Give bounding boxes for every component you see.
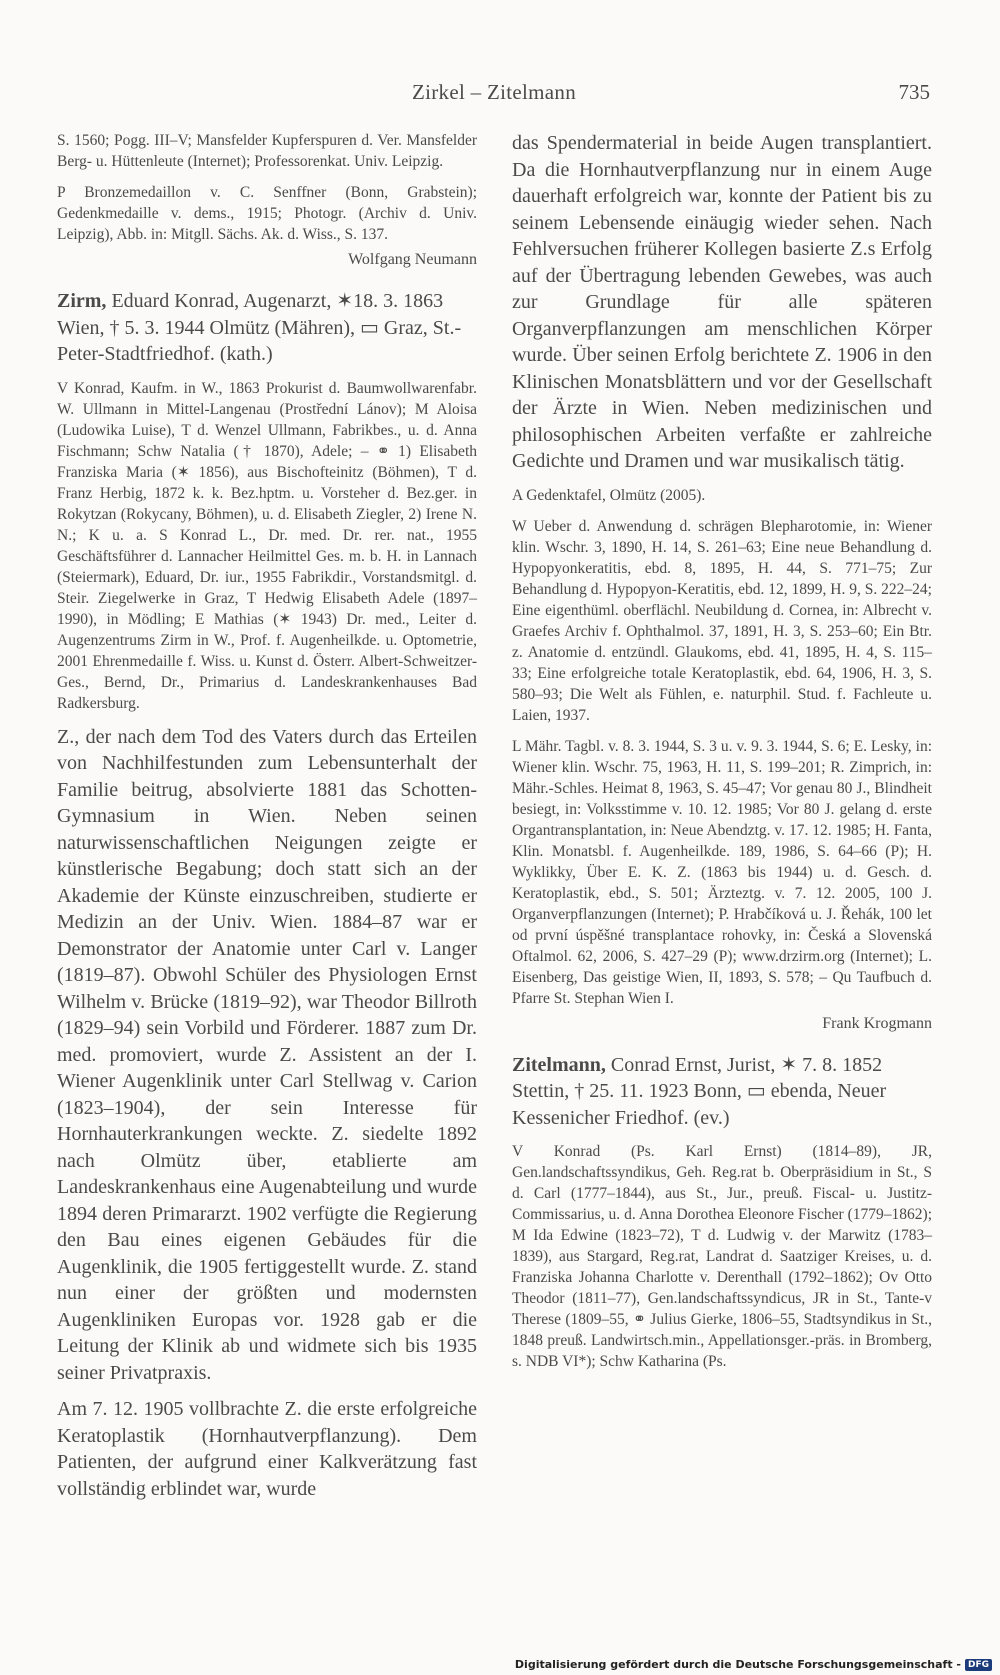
footer-text: Digitalisierung gefördert durch die Deutsche Forschungsgemeinschaft -: [514, 1658, 961, 1671]
zitelmann-family: V Konrad (Ps. Karl Ernst) (1814–89), JR, Gen.landschaftssyndikus, Geh. Reg.rat b. Oberpräsidium in St., S d. Carl (1777–1844), aus St., Jur., preuß. Fiscal- u. Justitz-Commissarius, u. d. Anna Dorothea Eleonore Fischer (1779–1862); M Ida Edwine (1823–72), T d. Ludwig v. der Marwitz (1783–1839), aus Stargard, Reg.rat, Landrat d. Saatziger Kreises, u. d. Franziska Johanna Charlotte v. Derenthall (1792–1862); Ov Otto Theodor (1811–77), Gen.landschaftssyndicus, JR in St., Tante-v Therese (1809–55, ⚭ Julius Gierke, 1806–55, Stadtsyndikus in St., 1848 preuß. Landwirtsch.min., Appellationsger.-präs. in Bromberg, s. NDB VI*); Schw Katharina (Ps.: [512, 1143, 932, 1370]
zitelmann-name: Zitelmann,: [512, 1053, 606, 1076]
zitelmann-headword: [512, 1052, 932, 1132]
running-head: Zirkel – Zitelmann: [411, 80, 577, 104]
zirm-head-details: Eduard Konrad, Augenarzt, ✶18. 3. 1863 Wien, † 5. 3. 1944 Olmütz (Mähren), ▭ Graz, St.-Peter-Stadtfriedhof. (kath.): [57, 290, 462, 365]
zirm-works: W Ueber d. Anwendung d. schrägen Blepharotomie, in: Wiener klin. Wschr. 3, 1890, H. 14, S. 261–63; Eine neue Behandlung d. Hypopyonkeratitis, ebd. 8, 1895, H. 44, S. 771–75; Zur Behandlung d. Hypopyon-Keratitis, ebd. 12, 1899, H. 9, S. 222–24; Eine eigenthüml. oberflächl. Neubildung d. Cornea, in: Albrecht v. Graefes Archiv f. Ophthalmol. 37, 1891, H. 3, S. 253–60; Ein Btr. z. Anatomie d. entzündl. Glaukoms, ebd. 41, 1895, H. 4, S. 115–33; Eine erfolgreiche totale Keratoplastik, ebd. 64, 1906, H. 3, S. 580–93; Die Welt als Fühlen, e. naturphil. Stud. f. Fachleute u. Laien, 1937.: [512, 517, 932, 724]
zitelmann-head-details: Conrad Ernst, Jurist, ✶ 7. 8. 1852 Stettin, † 25. 11. 1923 Bonn, ▭ ebenda, Neuer Kessenicher Friedhof. (ev.): [512, 1053, 887, 1129]
page-header: [58, 80, 930, 108]
zirm-family: V Konrad, Kaufm. in W., 1863 Prokurist d. Baumwollwarenfabr. W. Ullmann in Mittel-Langenau (Prostřední Lánov); M Aloisa (Ludowika Luise), T d. Wenzel Ullmann, Fabrikbes., u. d. Anna Fischmann; Schw Natalia († 1870), Adele; – ⚭ 1) Elisabeth Franziska Maria (✶ 1856), aus Bischofteinitz (Böhmen), T d. Franz Herbig, 1872 k. k. Bez.hptm. u. Vorsteher d. Bez.ger. in Rokytzan (Rokycany, Böhmen), u. d. Elisabeth Ziegler, 2) Irene N. N.; K u. a. S Konrad L., Dr. med. Dr. rer. nat., 1955 Geschäftsführer d. Lannacher Heilmittel Ges. m. b. H. in Lannach (Steiermark), Eduard, Dr. iur., 1955 Fabrikdir., Vorstandsmitgl. d. Steir. Ziegelwerke in Graz, T Hedwig Elisabeth Adele (1897–1990), in Mödling; E Mathias (✶ 1943) Dr. med., Leiter d. Augenzentrums Zirm in W., Prof. f. Augenheilkde. u. Optometrie, 2001 Ehrenmedaille f. Wiss. u. Kunst d. Österr. Albert-Schweitzer-Ges., Bernd, Dr., Primarius d. Landeskrankenhauses Bad Radkersburg.: [57, 379, 477, 712]
author-signature: Wolfgang Neumann: [348, 251, 477, 268]
left-column: [57, 130, 477, 1502]
dfg-logo-icon: DFG: [965, 1659, 992, 1671]
page-number: 735: [898, 80, 930, 104]
zirm-headword: [57, 288, 477, 368]
zirm-name: Zirm,: [57, 290, 107, 312]
zirm-biography-1: Z., der nach dem Tod des Vaters durch das Erteilen von Nachhilfestunden zum Lebensunterhalt der Familie beitrug, absolvierte 1881 das Schotten-Gymnasium in Wien. Neben seinen naturwissenschaftlichen Neigungen zeigte er künstlerische Begabung; doch statt sich an der Akademie der Künste einzuschreiben, studierte er Medizin an der Univ. Wien. 1884–87 war er Demonstrator der Anatomie unter Carl v. Langer (1819–87). Obwohl Schüler des Physiologen Ernst Wilhelm v. Brücke (1819–92), war Theodor Billroth (1829–94) sein Vorbild und Förderer. 1887 zum Dr. med. promoviert, wurde Z. Assistent an der I. Wiener Augenklinik unter Carl Stellwag v. Carion (1823–1904), der sein Interesse für Hornhauterkrankungen weckte. Z. siedelte 1892 nach Olmütz über, etablierte am Landeskrankenhaus eine Augenabteilung und wurde 1894 deren Primararzt. 1902 verfügte die Regierung den Bau eines eigenen Gebäudes für die Augenklinik, die 1905 fertiggestellt wurde. Z. stand nun einer der größten und modernsten Augenkliniken Europas vor. 1928 gab er die Leitung der Klinik ab und widmete sich bis 1935 seiner Privatpraxis.: [57, 725, 477, 1384]
right-column: [512, 130, 932, 1372]
zirm-monument: A Gedenktafel, Olmütz (2005).: [512, 486, 706, 504]
digitization-footer: [515, 1658, 992, 1671]
zirkel-portraits: P Bronzemedaillon v. C. Senffner (Bonn, Grabstein); Gedenkmedaille v. dems., 1915; Photogr. (Archiv d. Univ. Leipzig), Abb. in: Mitgll. Sächs. Ak. d. Wiss., S. 137.: [57, 184, 477, 243]
zirkel-references: S. 1560; Pogg. III–V; Mansfelder Kupferspuren d. Ver. Mansfelder Berg- u. Hüttenleute (Internet); Professorenkat. Univ. Leipzig.: [57, 132, 477, 170]
zirm-literature: L Mähr. Tagbl. v. 8. 3. 1944, S. 3 u. v. 9. 3. 1944, S. 6; E. Lesky, in: Wiener klin. Wschr. 75, 1963, H. 11, S. 199–201; R. Zimprich, in: Mähr.-Schles. Heimat 8, 1963, S. 45–47; Vor genau 80 J., Blindheit besiegt, in: Volksstimme v. 10. 12. 1985; Vor 80 J. gelang d. erste Organtransplantation, in: Neue Abendztg. v. 17. 12. 1985; H. Fanta, Klin. Monatsbl. f. Augenheilkde. 189, 1986, S. 64–66 (P); H. Wyklikky, Über E. K. Z. (1863 bis 1944) u. d. Gesch. d. Keratoplastik, ebd., S. 501; Ärzteztg. v. 7. 12. 2005, 100 J. Organverpflanzungen (Internet); P. Hrabčíková u. J. Řehák, 100 let od první úspěšné transplantace rohovky, in: Česká a Slovenská Oftalmol. 62, 2006, S. 427–29 (P); www.drzirm.org (Internet); L. Eisenberg, Das geistige Wien, II, 1893, S. 578; – Qu Taufbuch d. Pfarre St. Stephan Wien I.: [512, 737, 932, 1007]
zirm-biography-3: das Spendermaterial in beide Augen transplantiert. Da die Hornhautverpflanzung nur in einem Auge dauerhaft erfolgreich war, konnte der Patient bis zu seinem Lebensende einäugig wieder sehen. Nach Fehlversuchen früherer Kollegen basierte Z.s Erfolg auf der Übertragung lebenden Gewebes, was auch zur Grundlage für alle späteren Organverpflanzungen am menschlichen Körper wurde. Über seinen Erfolg berichtete Z. 1906 in den Klinischen Monatsblättern und vor der Gesellschaft der Ärzte in Wien. Neben medizinischen und philosophischen Arbeiten verfaßte er zahlreiche Gedichte und Dramen und war musikalisch tätig.: [512, 132, 932, 472]
zirm-biography-2: Am 7. 12. 1905 vollbrachte Z. die erste erfolgreiche Keratoplastik (Hornhautverpflanzung). Dem Patienten, der aufgrund einer Kalkverätzung fast vollständig erblindet war, wurde: [57, 1398, 477, 1500]
author-signature: Frank Krogmann: [822, 1014, 932, 1032]
